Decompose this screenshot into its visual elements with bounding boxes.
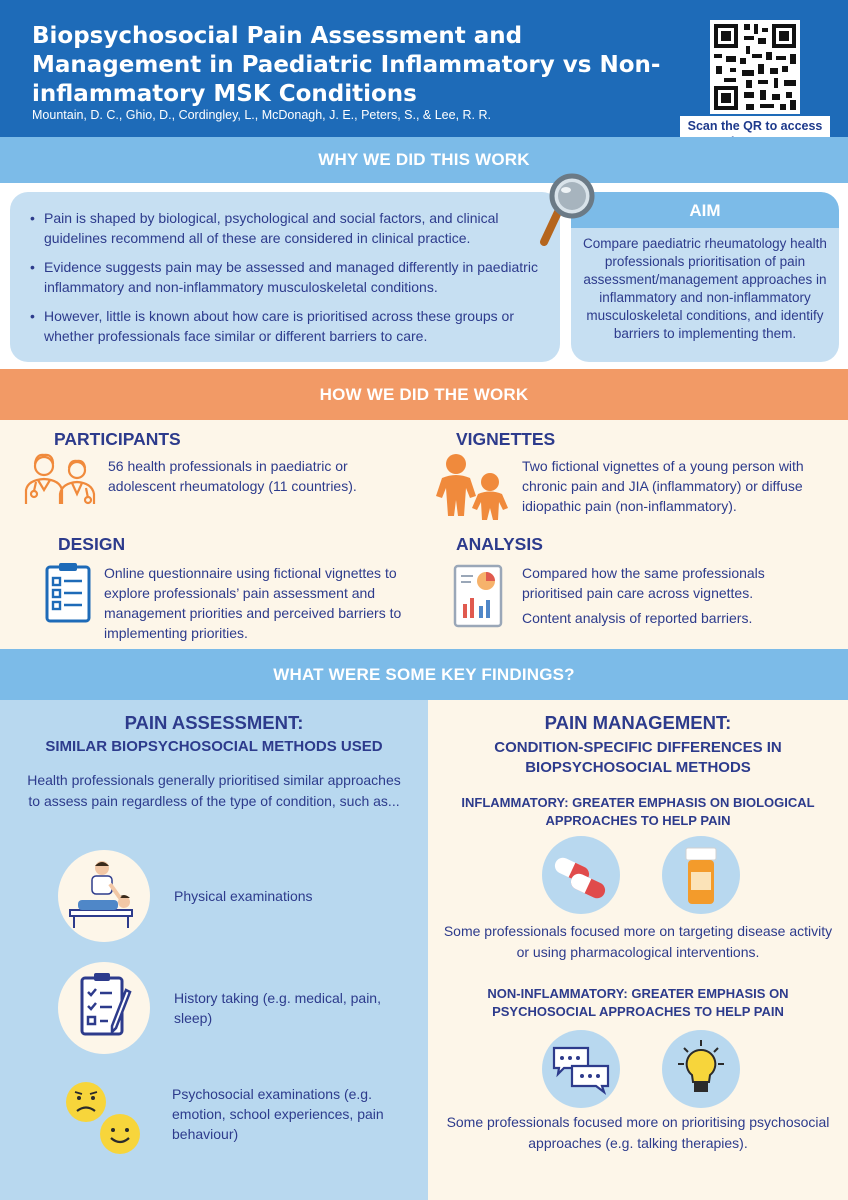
health-professionals-icon: [22, 450, 102, 506]
background-bullet: • However, little is known about how care is prioritised across these groups or whether professionals face similar or different barriers to care.: [32, 306, 542, 346]
noninflammatory-text: Some professionals focused more on prioritising psychosocial approaches (e.g. talking therapies).: [446, 1114, 830, 1151]
aim-text: Compare paediatric rheumatology health professionals prioritisation of pain assessment/management approaches in inflammatory and non-inflammatory musculoskeletal conditions, and identify barriers to implementing them.: [583, 236, 827, 341]
assessment-item: Physical examinations: [174, 888, 313, 904]
aim-box: [571, 192, 839, 362]
assessment-subheading: SIMILAR BIOPSYCHOSOCIAL METHODS USED: [45, 738, 383, 755]
qr-caption: Scan the QR to access: [680, 116, 830, 150]
faces-icon: [60, 1076, 150, 1160]
assessment-item: Psychosocial examinations (e.g. emotion, school experiences, pain behaviour): [172, 1086, 384, 1142]
design-heading: DESIGN: [58, 534, 126, 554]
inflammatory-heading: INFLAMMATORY: GREATER EMPHASIS ON BIOLOGICAL APPROACHES TO HELP PAIN: [461, 795, 815, 828]
pill-bottle-icon: [662, 836, 740, 914]
vignettes-heading: VIGNETTES: [456, 429, 556, 449]
analysis-text-1: Compared how the same professionals prioritised pain care across vignettes.: [522, 565, 765, 601]
people-icon: [432, 452, 514, 520]
noninflammatory-heading: NON-INFLAMMATORY: GREATER EMPHASIS ON PSYCHOSOCIAL APPROACHES TO HELP PAIN: [487, 986, 789, 1019]
participants-text: 56 health professionals in paediatric or adolescent rheumatology (11 countries).: [108, 458, 357, 494]
analysis-heading: ANALYSIS: [456, 534, 543, 554]
poster-title: Biopsychosocial Pain Assessment and Management in Paediatric Inflammatory vs Non-inflammatory MSK Conditions: [32, 23, 661, 107]
vignettes-text: Two fictional vignettes of a young person with chronic pain and JIA (inflammatory) or diffuse idiopathic pain (non-inflammatory).: [522, 458, 804, 514]
assessment-panel: [0, 700, 428, 1200]
management-subheading: CONDITION-SPECIFIC DIFFERENCES IN BIOPSYCHOSOCIAL METHODS: [494, 739, 782, 776]
checklist-icon: [44, 562, 92, 624]
lightbulb-icon: [662, 1030, 740, 1108]
background-bullet: • Evidence suggests pain may be assessed and managed differently in paediatric inflammatory and non-inflammatory musculoskeletal conditions.: [32, 257, 542, 297]
assessment-intro: Health professionals generally prioritised similar approaches to assess pain regardless of the type of condition, such as...: [27, 772, 401, 809]
speech-bubbles-icon: [542, 1030, 620, 1108]
inflammatory-text: Some professionals focused more on targeting disease activity or using pharmacological interventions.: [443, 923, 833, 960]
background-bullet: • Pain is shaped by biological, psychological and social factors, and clinical guidelines recommend all of these are considered in clinical practice.: [32, 208, 542, 248]
analysis-text-2: Content analysis of reported barriers.: [522, 610, 753, 626]
qr-code-icon[interactable]: [710, 20, 800, 114]
assessment-heading: PAIN ASSESSMENT:: [124, 712, 304, 733]
pills-icon: [542, 836, 620, 914]
magnifier-icon: [536, 172, 598, 248]
section-heading-why: WHY WE DID THIS WORK: [0, 137, 848, 183]
physical-exam-icon: [58, 850, 150, 942]
assessment-item: History taking (e.g. medical, pain, sleep): [174, 990, 381, 1026]
design-text: Online questionnaire using fictional vignettes to explore professionals’ pain assessment and management priorities and perceived barriers to implementing priorities.: [104, 565, 402, 641]
author-list: Mountain, D. C., Ghio, D., Cordingley, L., McDonagh, J. E., Peters, S., & Lee, R. R.: [32, 108, 491, 122]
section-heading-how: HOW WE DID THE WORK: [0, 369, 848, 420]
aim-heading: AIM: [571, 192, 839, 228]
background-box: [10, 192, 560, 362]
management-heading: PAIN MANAGEMENT:: [544, 712, 732, 733]
clipboard-pencil-icon: [58, 962, 150, 1054]
participants-heading: PARTICIPANTS: [54, 429, 181, 449]
management-panel: [428, 700, 848, 1200]
section-heading-findings: WHAT WERE SOME KEY FINDINGS?: [0, 649, 848, 700]
report-chart-icon: [453, 564, 503, 628]
